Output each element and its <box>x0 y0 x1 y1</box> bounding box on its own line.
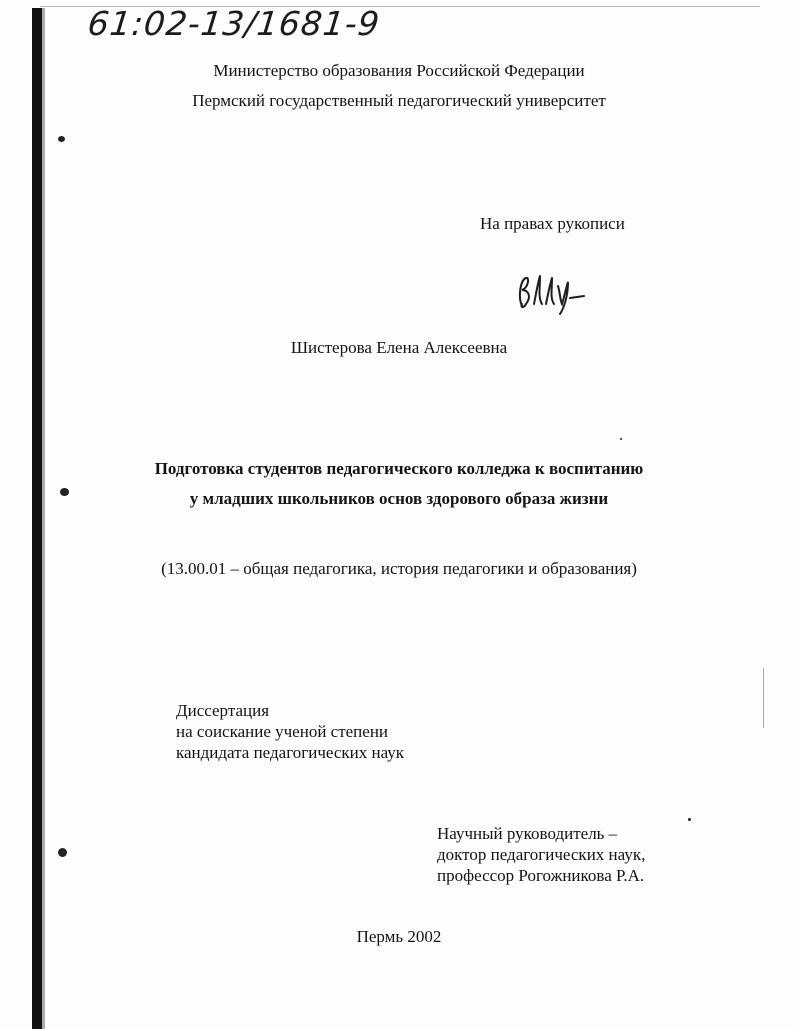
supervisor-line-3: профессор Рогожникова Р.А. <box>437 866 645 885</box>
degree-line-3: кандидата педагогических наук <box>176 743 405 762</box>
author-name: Шистерова Елена Алексеевна <box>290 338 508 357</box>
scan-speck <box>58 136 65 142</box>
ministry-name: Министерство образования Российской Федерации <box>213 61 585 80</box>
specialty-code: (13.00.01 – общая педагогика, история педагогики и образования) <box>161 559 637 578</box>
handwritten-signature <box>512 268 592 323</box>
dissertation-title-line-2: у младших школьников основ здорового образа жизни <box>189 489 609 508</box>
manuscript-rights: На правах рукописи <box>480 214 625 233</box>
scan-binding-edge <box>32 8 42 1029</box>
place-year: Пермь 2002 <box>356 927 442 946</box>
scan-speck <box>620 438 622 440</box>
university-name: Пермский государственный педагогический университет <box>192 91 606 110</box>
dissertation-title-line-1: Подготовка студентов педагогического колледжа к воспитанию <box>154 459 644 478</box>
scan-artifact-line <box>763 668 764 728</box>
degree-line-1: Диссертация <box>176 701 270 720</box>
supervisor-line-1: Научный руководитель – <box>437 824 618 843</box>
supervisor-line-2: доктор педагогических наук, <box>437 845 646 864</box>
degree-line-2: на соискание ученой степени <box>176 722 389 741</box>
scan-speck <box>688 818 691 821</box>
archive-number: 61:02-13/1681-9 <box>85 4 383 43</box>
scan-speck <box>58 848 67 857</box>
scan-binding-shadow <box>42 8 45 1029</box>
